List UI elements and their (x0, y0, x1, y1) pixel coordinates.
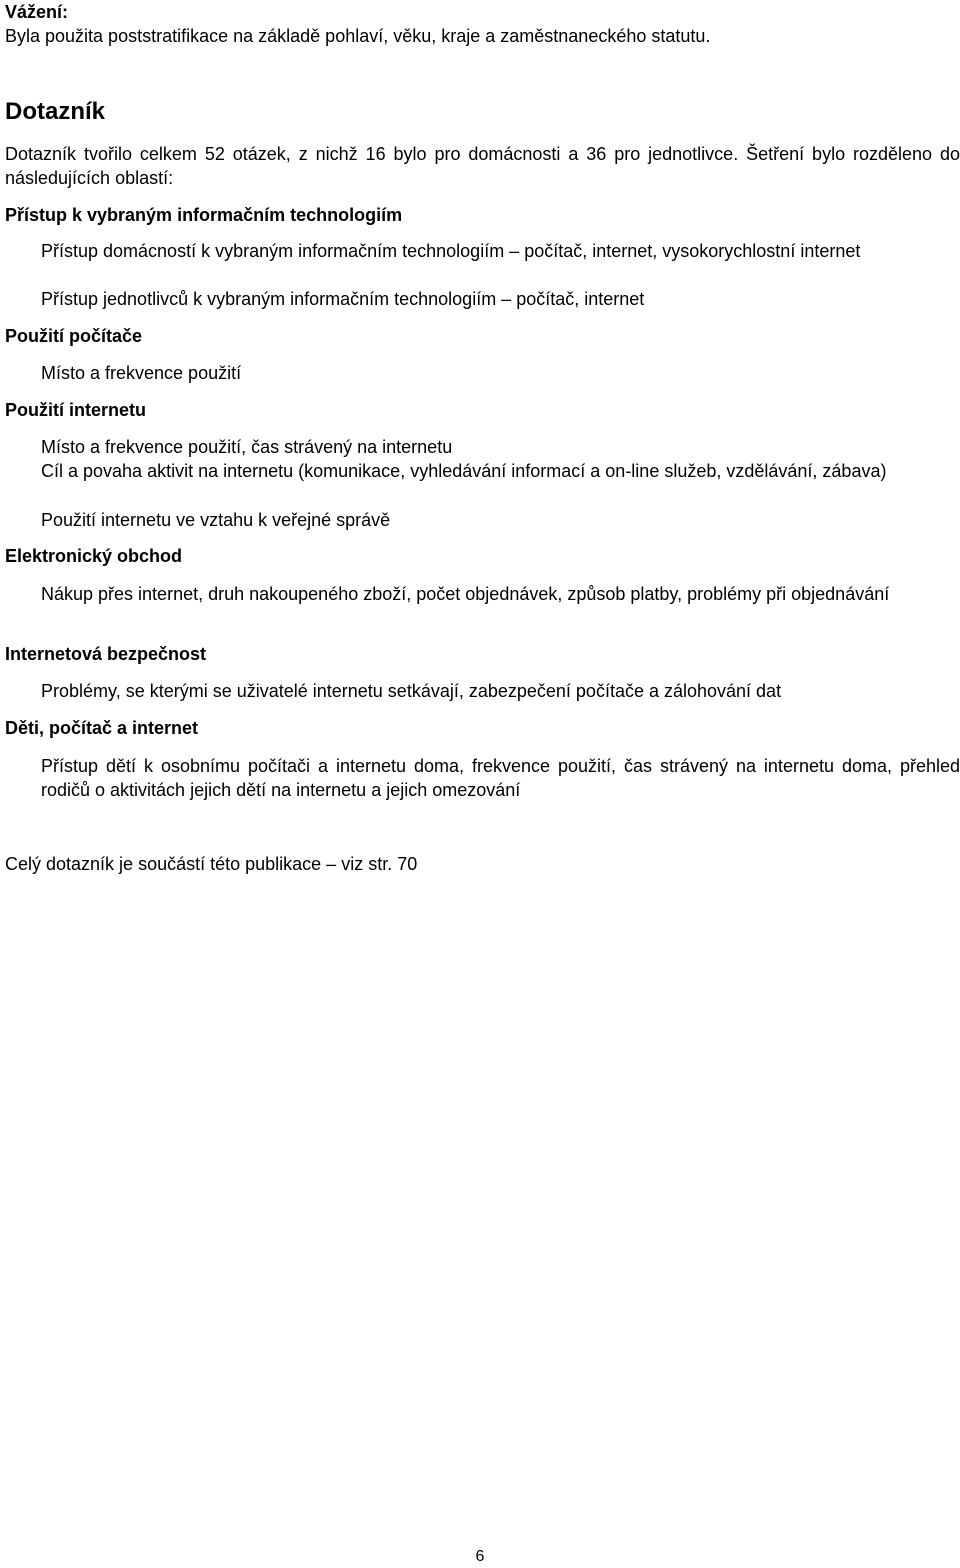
weighting-section (5, 0, 960, 48)
weighting-heading: Vážení: (5, 2, 69, 22)
page-number: 6 (475, 1548, 485, 1565)
section-title-access: Přístup k vybraným informačním technologiím (5, 205, 403, 225)
section-internet-use-item-3: Použití internetu ve vztahu k veřejné správě (41, 510, 391, 530)
section-ecommerce-item-1: Nákup přes internet, druh nakoupeného zboží, počet objednávek, způsob platby, problémy při objednávání (41, 584, 890, 604)
section-access-item-2: Přístup jednotlivců k vybraným informačním technologiím – počítač, internet (41, 289, 645, 309)
section-computer-use-item-1: Místo a frekvence použití (41, 363, 242, 383)
section-children-item-1: Přístup dětí k osobnímu počítači a internetu doma, frekvence použití, čas strávený na internetu doma, přehled rodičů o aktivitách jejich dětí na internetu a jejich omezování (41, 756, 960, 800)
section-title-children: Děti, počítač a internet (5, 718, 199, 738)
section-title-ecommerce: Elektronický obchod (5, 546, 183, 566)
section-internet-use-item-2: Cíl a povaha aktivit na internetu (komunikace, vyhledávání informací a on-line služeb, vzdělávání, zábava) (41, 461, 887, 481)
questionnaire-closing: Celý dotazník je součástí této publikace – viz str. 70 (5, 854, 418, 874)
section-internet-use-item-1: Místo a frekvence použití, čas strávený na internetu (41, 437, 453, 457)
questionnaire-intro: Dotazník tvořilo celkem 52 otázek, z nichž 16 bylo pro domácnosti a 36 pro jednotlivce. Šetření bylo rozděleno do následujících oblastí: (5, 144, 960, 188)
section-access-item-1: Přístup domácností k vybraným informačním technologiím – počítač, internet, vysokorychlostní internet (41, 241, 861, 261)
section-title-security: Internetová bezpečnost (5, 644, 207, 664)
questionnaire-heading: Dotazník (5, 98, 106, 125)
section-title-internet-use: Použití internetu (5, 400, 146, 420)
section-title-computer-use: Použití počítače (5, 326, 143, 346)
weighting-text: Byla použita poststratifikace na základě pohlaví, věku, kraje a zaměstnaneckého statutu. (5, 26, 711, 46)
section-security-item-1: Problémy, se kterými se uživatelé internetu setkávají, zabezpečení počítače a zálohování dat (41, 681, 782, 701)
